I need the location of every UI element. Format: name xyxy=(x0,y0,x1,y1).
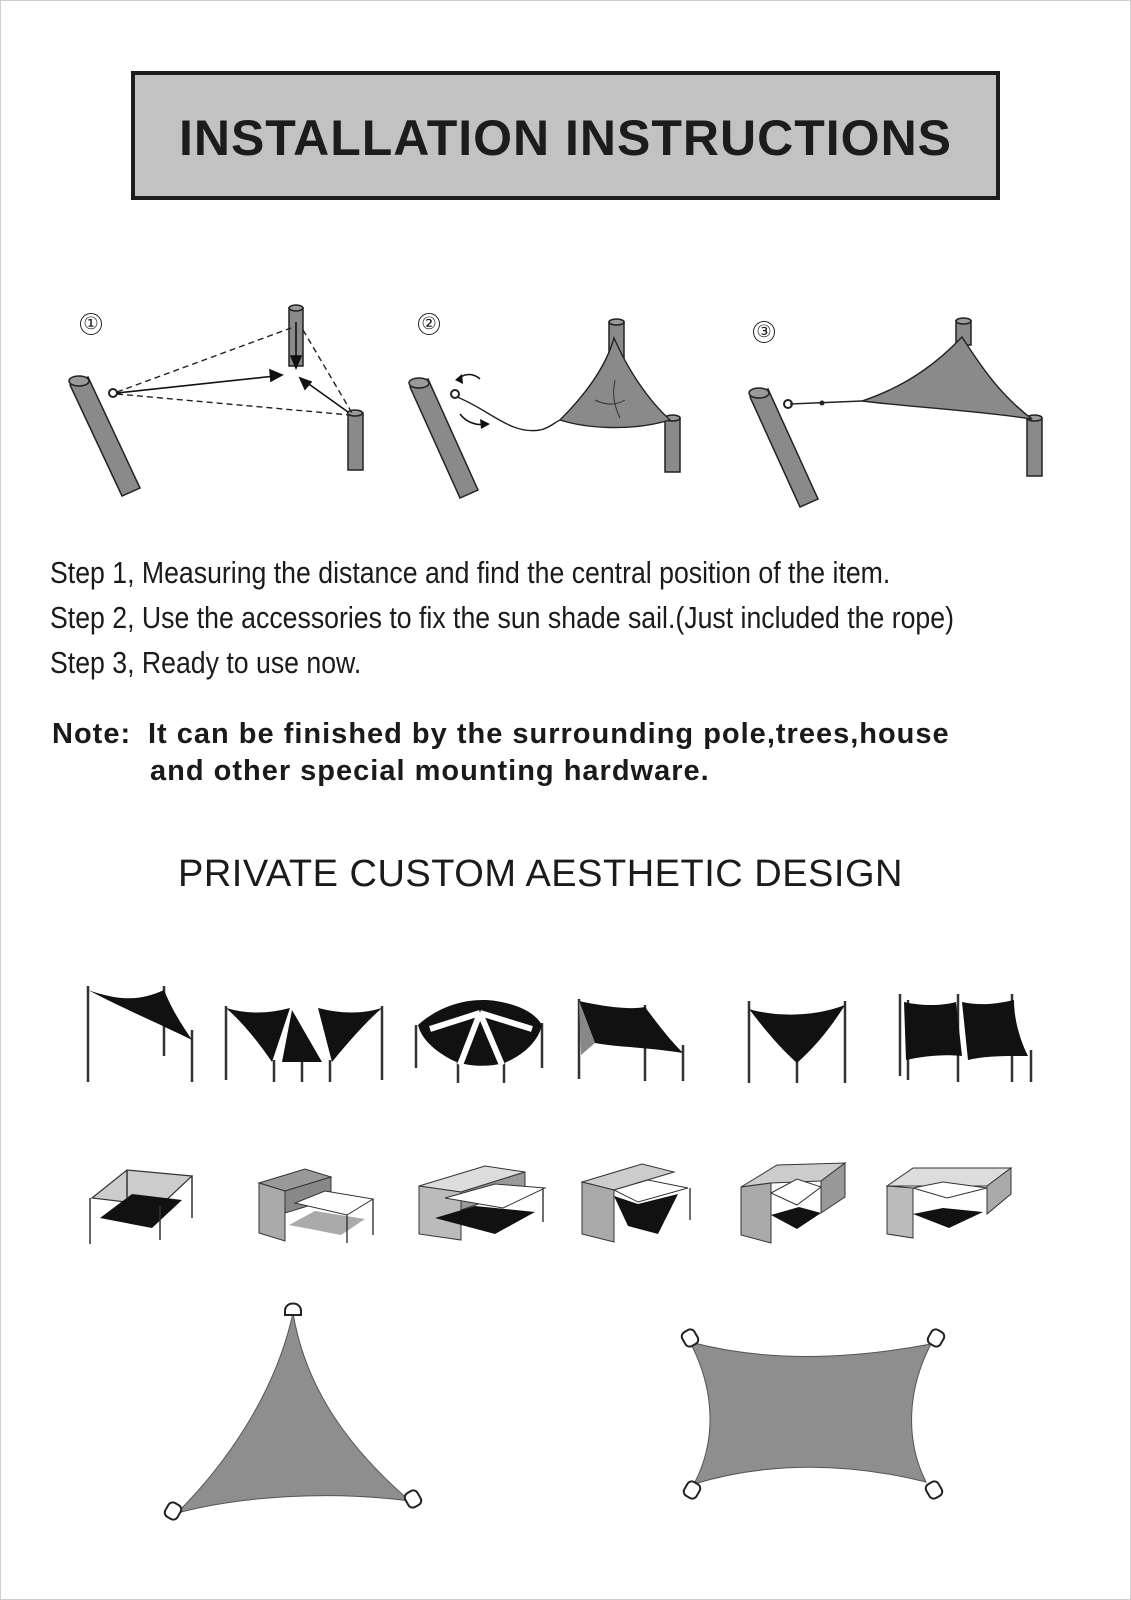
deck-design-5 xyxy=(737,1157,862,1249)
step-1-text: Step 1, Measuring the distance and find the central position of the item. xyxy=(50,555,891,590)
deck-design-1 xyxy=(82,1158,202,1248)
deck-design-6 xyxy=(883,1158,1018,1243)
deck-design-2 xyxy=(255,1163,380,1248)
step-2-marker: ② xyxy=(418,313,440,335)
step-2-illustration xyxy=(400,310,700,510)
triangle-sail xyxy=(155,1295,435,1535)
step-1-marker: ① xyxy=(80,313,102,335)
step-3-text: Step 3, Ready to use now. xyxy=(50,645,362,680)
page-title: INSTALLATION INSTRUCTIONS xyxy=(178,110,953,166)
deck-design-4 xyxy=(578,1158,703,1246)
rectangle-sail xyxy=(676,1322,951,1507)
sail-design-3 xyxy=(410,993,550,1085)
sail-design-2 xyxy=(222,1000,387,1085)
sail-design-5 xyxy=(745,997,850,1085)
sail-design-6 xyxy=(896,990,1036,1085)
step-1-illustration xyxy=(60,300,390,500)
steps-list xyxy=(50,550,1110,685)
design-subtitle-text: PRIVATE CUSTOM AESTHETIC DESIGN xyxy=(178,853,903,895)
step-3-illustration xyxy=(740,315,1050,510)
title-banner xyxy=(131,71,1000,200)
note-line-1: It can be finished by the surrounding pole,trees,house xyxy=(148,718,950,750)
note-label: Note: xyxy=(52,718,132,750)
step-2-text: Step 2, Use the accessories to fix the sun shade sail.(Just included the rope) xyxy=(50,600,954,635)
deck-design-3 xyxy=(415,1158,550,1248)
step-3-marker: ③ xyxy=(753,321,775,343)
sail-design-1 xyxy=(82,980,197,1085)
sail-design-4 xyxy=(575,995,690,1085)
note-line-2: and other special mounting hardware. xyxy=(150,755,710,787)
note-block xyxy=(52,716,1112,790)
